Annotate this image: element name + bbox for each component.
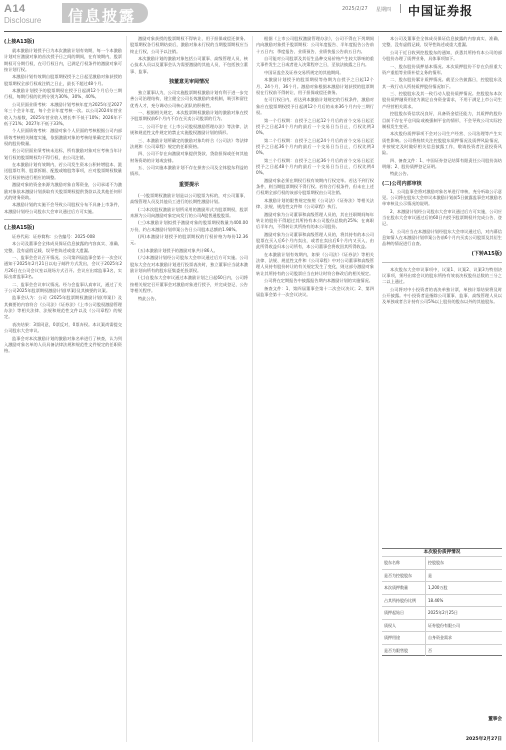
column-divider xyxy=(126,36,127,742)
paragraph: 第三个行权期：自授予之日起36个月后的首个交易日起至授予之日起48个月内的最后一个交易日当日止，行权比例40%。 xyxy=(256,157,374,176)
paragraph: 监事会认为：公司《2025年股票期权激励计划(草案)》及其摘要的内容符合《公司法》《证券法》《上市公司股权激励管理办法》等相关法律、法规和规范性文件以及《公司章程》的规定。 xyxy=(4,295,122,320)
paragraph: 控股股东资信状况良好，具备资金偿还能力，其质押的股份目前不存在平仓风险或被强制平仓的情形，不会导致公司实际控制权发生变更。 xyxy=(382,111,502,129)
paragraph: 四、备查文件：1、中国证券登记结算有限责任公司股份冻结明细；2、股份质押登记证明。 xyxy=(382,157,502,169)
table-cell-value: 18.46% xyxy=(428,597,444,603)
table-cell-value: 2025年2月25日 xyxy=(428,610,458,615)
paragraph: 本激励计划的限售规定按照《公司法》《证券法》等相关法律、法规、规范性文件和《公司章程》执行。 xyxy=(256,197,374,210)
paragraph: 本公司及董事会全体成员保证信息披露的内容真实、准确、完整，没有虚假记载、误导性陈述或重大遗漏。 xyxy=(4,241,122,253)
table-row xyxy=(382,594,502,607)
paragraph: 3、公司应当在本激励计划经股东大会审议通过后，对内幕信息知情人在本激励计划草案公告前6个月内买卖公司股票及其衍生品种的情况进行自查。 xyxy=(382,228,502,247)
table-row xyxy=(382,581,502,594)
paragraph: 根据《上市公司股权激励管理办法》，公司不得在下列期间内向激励对象授予股票期权：公司年度报告、半年度报告公告前十五日内；季度报告、业绩预告、业绩快报公告前五日内。 xyxy=(256,36,374,54)
table-title: 本次股份质押情况 xyxy=(423,550,461,555)
column-divider xyxy=(252,36,253,742)
table-row xyxy=(382,556,502,569)
paragraph: 激励对象的资金来源为激励对象自筹资金，公司承诺不为激励对象依本激励计划获取有关股票期权提供贷款以及其他任何形式的财务资助。 xyxy=(4,182,122,200)
column-divider xyxy=(378,36,379,742)
table-cell-value: 控股股东 xyxy=(428,560,444,565)
column-1 xyxy=(4,36,122,736)
section-heading: 独董意见审阅情况 xyxy=(168,78,209,85)
paragraph: (六)本激励计划经公司股东大会审议通过后方可实施。公司股东大会在对本激励计划进行投票表决时，独立董事应当就本激励计划向所有的股东征集委托投票权。 xyxy=(130,255,248,273)
paragraph: (三)本激励计划拟授予激励对象的股票期权数量为400.00万份，约占本激励计划草案公告日公司股本总额的1.98%。 xyxy=(130,220,248,232)
paragraph: 激励对象为公司董事和高级管理人员的，其在任职期间每年转让的股份不得超过其所持有本公司股份总数的25%；在离职后半年内，不得转让其所持有的本公司股份。 xyxy=(256,211,374,230)
paragraph: 监事会对本次激励计划的激励对象名单进行了核查，认为列入激励对象名单的人员具备法律法规和规范性文件规定的任职资格。 xyxy=(4,335,122,354)
paragraph: 特此公告。 xyxy=(138,295,159,301)
issue-weekday: 星期四 xyxy=(376,7,392,13)
column-4 xyxy=(382,36,502,544)
section-divider xyxy=(382,262,502,263)
paragraph: 公司于近日收到控股股东的通知，获悉其所持有本公司的部分股份办理了质押业务，具体事项如下。 xyxy=(382,49,502,62)
header-divider xyxy=(400,4,401,13)
continuation-heading: (上接A15版) xyxy=(4,224,35,231)
column-1-body-2 xyxy=(4,234,122,354)
paragraph: (七)自股东大会审议通过本激励计划之日起60日内，公司将按相关规定召开董事会对激励对象进行授予，并完成登记、公告等相关程序。 xyxy=(130,275,248,294)
paragraph: 公司将在定期报告中披露报告期内本激励计划的实施情况。 xyxy=(264,278,373,284)
paragraph: 一、股东股份质押基本情况。本次质押股份不存在负担重大资产重组等业绩补偿义务的情形。 xyxy=(382,63,502,75)
paragraph: (四)本激励计划授予的股票期权的行权价格为每份12.36元。 xyxy=(130,234,248,246)
table-cell-value: 自身资金需求 xyxy=(428,635,452,640)
page-header xyxy=(0,0,506,30)
header-rule xyxy=(4,31,502,32)
paragraph: 本激励计划授予的股票期权等待期为自授予之日起12个月、24个月、36个月。激励对象根据本激励计划获授的股票期权在行权前不得转让、用于担保或偿还债务。 xyxy=(256,77,374,95)
table-cell-value: 否 xyxy=(428,647,432,653)
paragraph: 三、本激励计划所确定的激励对象均符合《公司法》等法律法规和《公司章程》规定的任职资格。 xyxy=(130,137,248,149)
paragraph: 本次股东大会审议事项中，议案1、议案2、议案3为特别决议事项，须经出席会议的股东所持有效表决权股份总数的三分之二以上通过。 xyxy=(382,266,502,285)
paragraph: 二、公司不存在《上市公司股权激励管理办法》等法律、法规和规范性文件规定的禁止实施股权激励计划的情形。 xyxy=(130,123,248,136)
paragraph: 在本激励计划有效期内，若公司发生资本公积转增股本、派送股票红利、股票拆细、配股或缩股等事项，应对股票期权数量及行权价格进行相应的调整。 xyxy=(4,162,122,180)
continuation-heading: (上接A13版) xyxy=(4,39,35,45)
table-cell-key: 股东名称 xyxy=(382,557,426,569)
paragraph: 一、根据相关规定，本次股票期权激励计划的激励对象在授予股票期权前6个月内不存在买卖公司股票的行为。 xyxy=(130,110,248,122)
announcement-date: 2025年2月27日 xyxy=(465,737,502,742)
paragraph: 本激励计划授予的股票期权在授予日起满12个月后分三期行权，每期行权的比例分别为30%、30%、40%。 xyxy=(4,88,122,100)
paragraph: 备查文件：1、第四届董事会第十二次会议决议；2、第四届监事会第十一次会议决议。 xyxy=(256,285,374,297)
table-cell-value: 是 xyxy=(428,572,432,578)
paragraph: (一)股票期权激励计划是以公司股票为标的，对公司董事、高级管理人员及其他员工进行的长期性激励计划。 xyxy=(130,192,248,205)
paragraph: 四、公司不存在向激励对象提供贷款、贷款担保或任何其他财务资助的计划或安排。 xyxy=(130,151,248,163)
paragraph: 在可行权日内，若达到本激励计划规定的行权条件，激励对象应在股票期权授予日起满12个月后的未来36个月内分三期行权。 xyxy=(256,97,374,116)
page-code: A14 xyxy=(4,3,26,15)
paragraph: 公司层面业绩考核：本激励计划考核年度为2025年至2027年三个会计年度，每个会计年度考核一次。以公司2024年营业收入为基数，2025年营业收入增长率不低于10%；2026年不低于21%；2027年不低于33%。 xyxy=(4,101,122,126)
newspaper-masthead: 中国证券报 xyxy=(408,4,474,18)
section-heading: 重要提示 xyxy=(178,181,199,188)
table-cell-key: 质权人 xyxy=(382,620,426,632)
paragraph: 特此公告。 xyxy=(390,171,411,177)
section-title: 信息披露 xyxy=(68,7,137,25)
section-divider xyxy=(4,219,122,220)
paragraph: 1、公司监事会将对激励对象名单进行审核，充分听取公示意见。公司将在股东大会审议本激励计划前5日披露监事会对激励名单审核及公示情况的说明。 xyxy=(382,188,502,207)
paragraph: (二)本次股权激励计划所采用的激励形式为股票期权，股票来源为公司向激励对象定向发行的公司A股普通股股票。 xyxy=(130,206,248,218)
table-cell-key: 质押起始日 xyxy=(382,607,426,619)
paragraph: 本激励计划的实施不会导致公司股权分布不具备上市条件，本激励计划经公司股东大会审议通过后方可实施。 xyxy=(4,202,122,214)
paragraph: 2、本激励计划经公司股东大会审议通过后方可实施，公司应当在股东大会审议通过后的60日内授予股票期权并完成公告、登记。 xyxy=(382,208,502,227)
paragraph: 激励对象获授的股票期权不得转让、用于担保或偿还债务。股票期权各行权期结束后，激励对象未行权的当期股票期权应当终止行权，公司予以注销。 xyxy=(130,36,248,54)
paragraph: 激励对象必须在期权行权有效期内行权完毕。若达不到行权条件，则当期股票期权不得行权。若符合行权条件，但未在上述行权期全部行权的该部分股票期权由公司注销。 xyxy=(256,177,374,196)
paragraph: 独立董事认为，公司实施股票期权激励计划有利于进一步完善公司治理结构，建立健全公司长效激励约束机制，吸引和留住优秀人才，充分调动公司核心团队的积极性。 xyxy=(130,89,248,108)
paragraph: 在本激励计划有效期内，如果《公司法》《证券法》等相关法律、法规、规范性文件和《公司章程》中对公司董事和高级管理人员持有股份转让的有关规定发生了变化，则这部分激励对象转让其所持有的公司股票应当在转让时符合修改后的相关规定。 xyxy=(256,251,374,276)
paragraph: 证券代码：证券简称：公告编号：2025-008 xyxy=(12,233,95,239)
continued-marker: (下转A15版) xyxy=(471,250,502,257)
paragraph: 本公司及董事会全体成员保证信息披露的内容真实、准确、完整，没有虚假记载、误导性陈述或重大遗漏。 xyxy=(382,36,502,48)
paragraph: 自可能对公司股票及其衍生品种交易价格产生较大影响的重大事件发生之日或者进入决策程序之日，至依法披露之日内。 xyxy=(256,56,374,68)
table-cell-key: 本次质押数量 xyxy=(382,582,426,594)
paragraph: 一、监事会会议召开情况。公司第四届监事会第十一次会议通知于2025年2月21日以电子邮件方式发出，会议于2025年2月26日在公司会议室以现场方式召开。会议应出席监事3名，实际出席监事3名。 xyxy=(4,255,122,280)
paragraph: 五、公司实施本激励计划不存在损害公司及全体股东利益的情形。 xyxy=(130,165,248,177)
paragraph: 第一个行权期：自授予之日起12个月后的首个交易日起至授予之日起24个月内的最后一个交易日当日止，行权比例30%。 xyxy=(256,117,374,136)
issue-date: 2025/2/27 xyxy=(342,6,368,12)
paragraph: 表决结果：3票同意，0票反对，0票弃权。本议案尚需提交公司股东大会审议。 xyxy=(4,321,122,334)
table-cell-key: 是否为控股股东 xyxy=(382,570,426,582)
table-cell-value: 1,200万股 xyxy=(428,585,448,590)
table-row xyxy=(382,644,502,657)
announcement-signer: 董事会 xyxy=(488,717,502,722)
pledge-table xyxy=(382,548,502,656)
table-row xyxy=(382,569,502,582)
subsection-heading: (二)公司内部审核 xyxy=(382,180,422,187)
table-cell-value: 证券股份有限公司 xyxy=(428,622,460,628)
column-1-body xyxy=(4,48,122,215)
paragraph: (五)本激励计划授予的激励对象共计86人。 xyxy=(138,247,218,253)
paragraph: 本次激励计划的激励对象包括公司董事、高级管理人员、核心技术人员以及董事会认为需要激励的其他人员，不包括独立董事、监事。 xyxy=(130,56,248,74)
section-english-label: Disclosure xyxy=(4,16,42,25)
table-cell-key: 是否为限售股 xyxy=(382,645,426,657)
paragraph: 本激励计划有效期自股票期权授予之日起至激励对象获授的股票期权全部行权或注销之日止，最长不超过48个月。 xyxy=(4,74,122,86)
paragraph: 公司将对中小投资者的表决单独计票，单独计票结果将及时公开披露。中小投资者是指除公司董事、监事、高级管理人员以及单独或者合计持有公司5%以上股份的股东以外的其他股东。 xyxy=(382,286,502,305)
paragraph: 激励对象为公司董事和高级管理人员的，将其持有的本公司股票在买入后6个月内卖出，或者在卖出后6个月内又买入，由此所得收益归本公司所有，本公司董事会将收回其所得收益。 xyxy=(256,231,374,250)
paragraph: 若公司层面业绩考核未达标，所有激励对象对应考核当年计划行权的股票期权均不得行权，由公司注销。 xyxy=(4,148,122,160)
paragraph: 中国证监会及证券交易所规定的其他期间。 xyxy=(264,69,344,75)
table-row xyxy=(382,631,502,644)
paragraph: 本次股份质押事项不会对公司生产经营、公司治理等产生实质性影响。公司将持续关注控股股东质押情况及质押风险情况，并按规定及时做好相关信息披露工作，敬请投资者注意投资风险。 xyxy=(382,131,502,156)
paragraph: 三、控股股东及其一致行动人股份质押情况。控股股东本次股份质押融资用途为满足自身资金需求，不用于满足上市公司生产经营相关需求。 xyxy=(382,91,502,109)
table-cell-key: 占其所持股份比例 xyxy=(382,595,426,607)
paragraph: 第二个行权期：自授予之日起24个月后的首个交易日起至授予之日起36个月内的最后一个交易日当日止，行权比例30%。 xyxy=(256,137,374,156)
paragraph: 个人层面绩效考核：激励对象个人层面的考核根据公司内部绩效考核相关制度实施，依据激励对象的考核结果确定其实际行权的股份数量。 xyxy=(4,128,122,146)
column-2 xyxy=(130,36,248,736)
table-cell-key: 质押用途 xyxy=(382,632,426,644)
paragraph: 就本激励计划授予日为本次激励计划有效期，每一个本激励计划对应激励对象的首次授予日之间的期间，在有效期内，股票期权可分期行权，在可行权日内，已满足行权条件的激励对象可按计划行权。 xyxy=(4,48,122,72)
table-row xyxy=(382,619,502,632)
paragraph: 二、股东股份累计质押情况。截至公告披露日，控股股东及其一致行动人所持质押股份情况如下。 xyxy=(382,77,502,89)
column-3 xyxy=(256,36,374,736)
table-row xyxy=(382,606,502,619)
paragraph: 二、监事会会议审议情况。经与会监事认真审议，通过了关于公司2025年股票期权激励计划(草案)及其摘要的议案。 xyxy=(4,281,122,293)
